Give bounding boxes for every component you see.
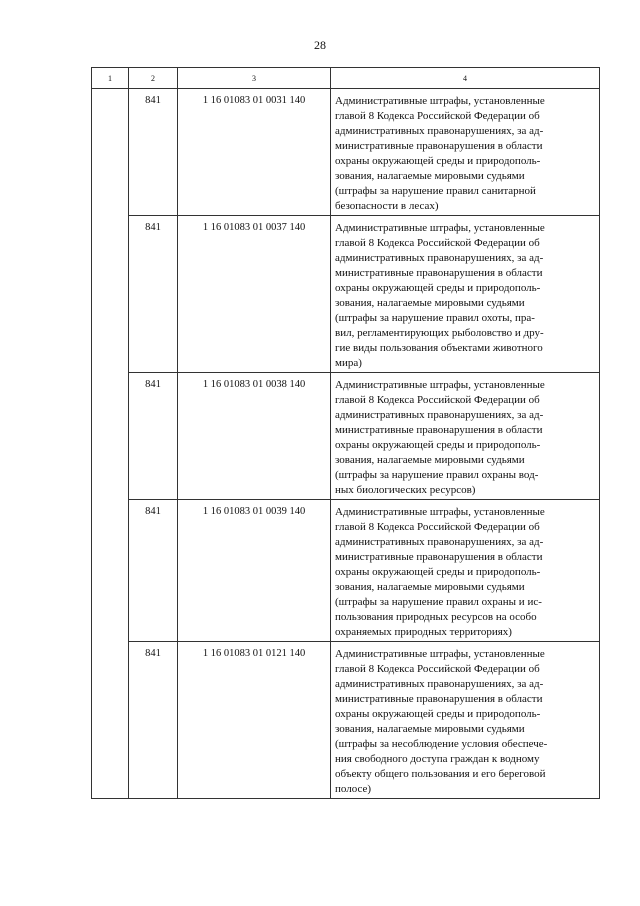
budget-codes-table (91, 67, 600, 799)
page-number: 28 (314, 38, 326, 52)
description-line: охраны окружающей среды и природополь- (335, 155, 541, 167)
description-line: охраняемых природных территориях) (335, 626, 512, 638)
description-line: административных правонарушениях, за ад- (335, 678, 544, 690)
description-line: охраны окружающей среды и природополь- (335, 566, 541, 578)
description-cell (331, 642, 600, 799)
description-line: (штрафы за нарушение правил охраны вод- (335, 469, 539, 481)
description-line: полосе) (335, 783, 372, 795)
description-line: зования, налагаемые мировыми судьями (335, 454, 525, 466)
budget-classification-code-cell: 1 16 01083 01 0031 140 (178, 89, 331, 216)
description-line: главой 8 Кодекса Российской Федерации об (335, 110, 540, 122)
column-header-2: 2 (129, 68, 178, 89)
description-line: Административные штрафы, установленные (335, 95, 545, 107)
description-line: гие виды пользования объектами животного (335, 342, 543, 354)
table-header-row (92, 68, 600, 89)
admin-code-cell: 841 (129, 642, 178, 799)
description-line: административных правонарушениях, за ад- (335, 409, 544, 421)
description-line: министративные правонарушения в области (335, 424, 543, 436)
description-line: пользования природных ресурсов на особо (335, 611, 537, 623)
description-cell (331, 500, 600, 642)
description-line: главой 8 Кодекса Российской Федерации об (335, 663, 540, 675)
description-line: (штрафы за нарушение правил санитарной (335, 185, 536, 197)
empty-first-column-cell (92, 89, 129, 799)
description-line: безопасности в лесах) (335, 200, 439, 212)
description-line: зования, налагаемые мировыми судьями (335, 723, 525, 735)
description-line: министративные правонарушения в области (335, 267, 543, 279)
description-line: главой 8 Кодекса Российской Федерации об (335, 521, 540, 533)
description-line: ния свободного доступа граждан к водному (335, 753, 540, 765)
column-header-3: 3 (178, 68, 331, 89)
table-row (92, 216, 600, 373)
description-line: главой 8 Кодекса Российской Федерации об (335, 237, 540, 249)
budget-classification-code-cell: 1 16 01083 01 0039 140 (178, 500, 331, 642)
table-row (92, 89, 600, 216)
description-line: мира) (335, 357, 362, 369)
description-line: объекту общего пользования и его береговой (335, 768, 546, 780)
column-header-1: 1 (92, 68, 129, 89)
column-header-4: 4 (331, 68, 600, 89)
description-line: министративные правонарушения в области (335, 551, 543, 563)
description-line: Административные штрафы, установленные (335, 648, 545, 660)
admin-code-cell: 841 (129, 89, 178, 216)
description-line: главой 8 Кодекса Российской Федерации об (335, 394, 540, 406)
description-line: (штрафы за нарушение правил охоты, пра- (335, 312, 535, 324)
description-line: ных биологических ресурсов) (335, 484, 476, 496)
description-line: административных правонарушениях, за ад- (335, 252, 544, 264)
description-line: зования, налагаемые мировыми судьями (335, 581, 525, 593)
table-row (92, 642, 600, 799)
admin-code-cell: 841 (129, 500, 178, 642)
description-line: Административные штрафы, установленные (335, 222, 545, 234)
admin-code-cell: 841 (129, 373, 178, 500)
budget-classification-code-cell: 1 16 01083 01 0037 140 (178, 216, 331, 373)
description-line: вил, регламентирующих рыболовство и дру- (335, 327, 544, 339)
description-line: Административные штрафы, установленные (335, 506, 545, 518)
description-line: охраны окружающей среды и природополь- (335, 282, 541, 294)
description-line: зования, налагаемые мировыми судьями (335, 297, 525, 309)
table-body (92, 89, 600, 799)
description-line: охраны окружающей среды и природополь- (335, 708, 541, 720)
description-cell (331, 373, 600, 500)
budget-classification-code-cell: 1 16 01083 01 0121 140 (178, 642, 331, 799)
description-line: министративные правонарушения в области (335, 693, 543, 705)
description-line: министративные правонарушения в области (335, 140, 543, 152)
table-row (92, 500, 600, 642)
description-cell (331, 216, 600, 373)
description-line: (штрафы за несоблюдение условия обеспече- (335, 738, 548, 750)
budget-classification-code-cell: 1 16 01083 01 0038 140 (178, 373, 331, 500)
description-line: административных правонарушениях, за ад- (335, 125, 544, 137)
description-line: охраны окружающей среды и природополь- (335, 439, 541, 451)
description-line: зования, налагаемые мировыми судьями (335, 170, 525, 182)
description-line: Административные штрафы, установленные (335, 379, 545, 391)
admin-code-cell: 841 (129, 216, 178, 373)
description-line: административных правонарушениях, за ад- (335, 536, 544, 548)
description-line: (штрафы за нарушение правил охраны и ис- (335, 596, 542, 608)
table-row (92, 373, 600, 500)
description-cell (331, 89, 600, 216)
